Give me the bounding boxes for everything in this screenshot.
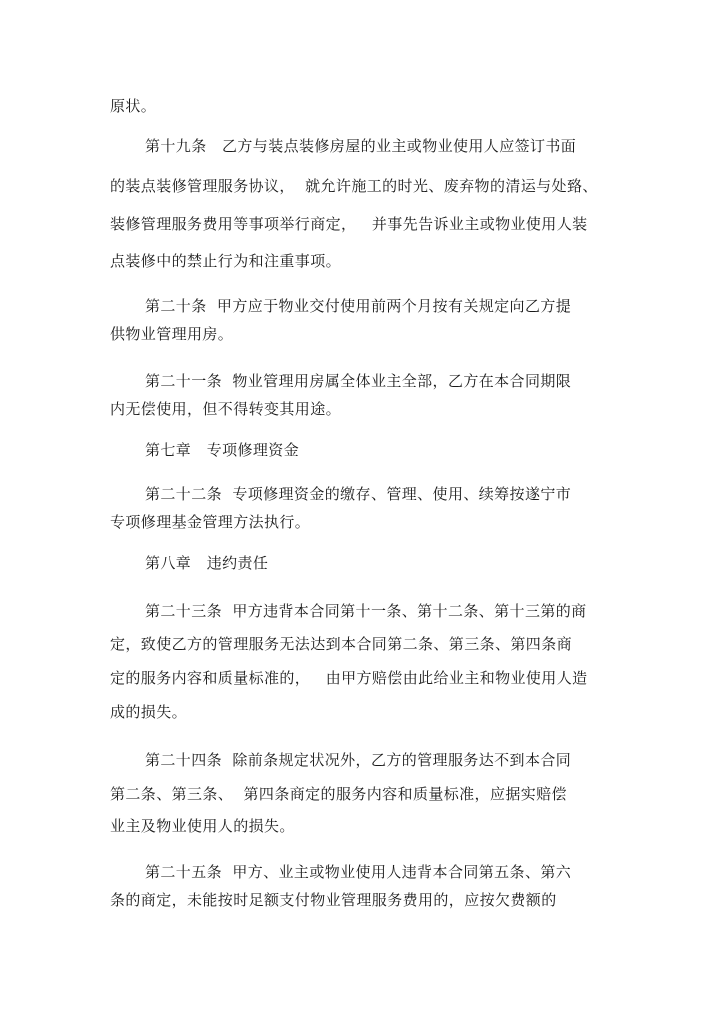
article-21-line-2: 内无偿使用，但不得转变其用途。 xyxy=(110,400,342,418)
article-19-line-3: 装修管理服务费用等事项举行商定， 并事先告诉业主或物业使用人装 xyxy=(110,215,588,233)
article-23-heading-line: 第二十三条 甲方违背本合同第十一条、第十二条、第十三第的商 xyxy=(145,602,587,620)
article-23-line-2: 定，致使乙方的管理服务无法达到本合同第二条、第三条、第四条商 xyxy=(110,635,573,653)
article-25-line-2: 条的商定，未能按时足额支付物业管理服务费用的，应按欠费额的 xyxy=(110,891,557,909)
article-23-line-3: 定的服务内容和质量标准的， 由甲方赔偿由此给业主和物业使用人造 xyxy=(110,669,588,687)
article-25-heading-line: 第二十五条 甲方、业主或物业使用人违背本合同第五条、第六 xyxy=(145,863,572,881)
article-21-heading-line: 第二十一条 物业管理用房属全体业主全部，乙方在本合同期限 xyxy=(145,372,572,390)
article-24-line-2: 第二条、第三条、 第四条商定的服务内容和质量标准，应据实赔偿 xyxy=(110,785,567,803)
article-19-heading-line: 第十九条 乙方与装点装修房屋的业主或物业使用人应签订书面 xyxy=(145,137,577,155)
article-22-line-2: 专项修理基金管理方法执行。 xyxy=(110,513,311,531)
article-23-line-4: 成的损失。 xyxy=(110,703,188,721)
article-22-heading-line: 第二十二条 专项修理资金的缴存、管理、使用、续筹按遂宁市 xyxy=(145,485,572,503)
chapter-8-heading: 第八章 违约责任 xyxy=(145,554,269,572)
article-19-line-4: 点装修中的禁止行为和注重事项。 xyxy=(110,252,342,270)
article-20-heading-line: 第二十条 甲方应于物业交付使用前两个月按有关规定向乙方提 xyxy=(145,297,572,315)
text-line-continuation: 原状。 xyxy=(110,97,157,115)
article-20-line-2: 供物业管理用房。 xyxy=(110,325,234,343)
article-19-line-2: 的装点装修管理服务协议， 就允许施工的时光、废弃物的清运与处臵、 xyxy=(110,177,598,195)
article-24-line-3: 业主及物业使用人的损失。 xyxy=(110,817,295,835)
chapter-7-heading: 第七章 专项修理资金 xyxy=(145,441,300,459)
article-24-heading-line: 第二十四条 除前条规定状况外，乙方的管理服务达不到本合同 xyxy=(145,751,572,769)
